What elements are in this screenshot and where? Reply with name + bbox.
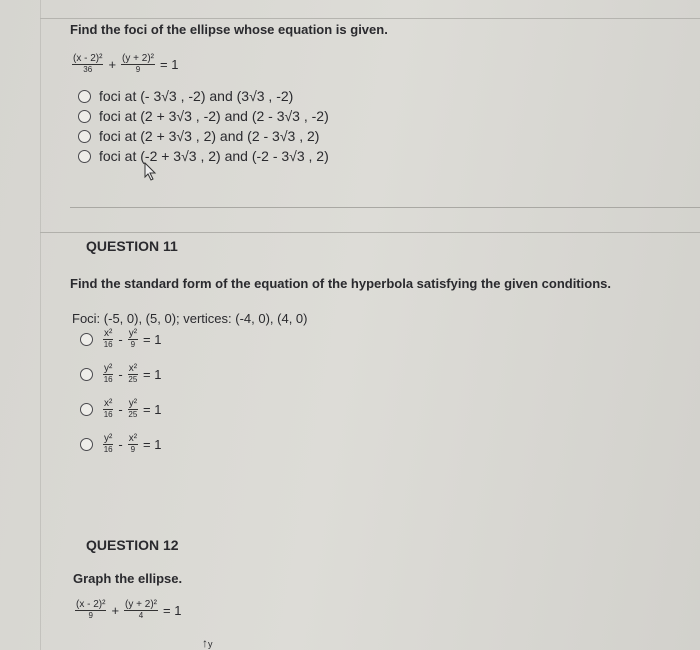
numerator: y²: [104, 363, 113, 374]
answer-option[interactable]: [80, 434, 161, 455]
denominator: 25: [128, 410, 138, 419]
numerator: x²: [128, 363, 138, 374]
radio-button[interactable]: [80, 368, 93, 381]
q12-header: QUESTION 12: [86, 537, 179, 553]
rhs: = 1: [143, 332, 162, 347]
numerator: y²: [104, 433, 113, 444]
option-label: foci at (-2 + 3√3 , 2) and (-2 - 3√3 , 2): [99, 148, 329, 164]
rhs: = 1: [143, 402, 162, 417]
q11-options: [80, 329, 161, 455]
graph-y-axis: [202, 636, 213, 650]
radio-button[interactable]: [80, 333, 93, 346]
numerator: x²: [128, 433, 138, 444]
answer-option[interactable]: [78, 128, 329, 144]
numerator: (x - 2)²: [76, 599, 106, 610]
numerator: x²: [104, 328, 113, 339]
denominator: 9: [130, 445, 136, 454]
q10-options: [78, 88, 329, 164]
q10-equation: [70, 54, 178, 75]
operator: -: [118, 367, 123, 382]
operator: -: [118, 332, 123, 347]
denominator: 25: [128, 375, 138, 384]
operator: +: [111, 603, 120, 618]
q11-stem: Find the standard form of the equation of the hyperbola satisfying the given conditions.: [70, 276, 611, 291]
denominator: 36: [83, 65, 93, 74]
q12-equation: [73, 600, 181, 621]
numerator: (y + 2)²: [122, 53, 154, 64]
radio-button[interactable]: [78, 130, 91, 143]
denominator: 16: [103, 445, 113, 454]
denominator: 16: [103, 340, 113, 349]
denominator: 9: [130, 340, 136, 349]
denominator: 9: [88, 611, 93, 620]
axis-label: y: [208, 639, 213, 649]
divider: [70, 207, 700, 208]
denominator: 16: [103, 410, 113, 419]
numerator: (y + 2)²: [125, 599, 157, 610]
arrow-up-icon: ↑: [202, 636, 208, 650]
q10-stem: Find the foci of the ellipse whose equation is given.: [70, 22, 388, 37]
answer-option[interactable]: [78, 108, 329, 124]
q11-header: QUESTION 11: [86, 238, 178, 254]
denominator: 4: [138, 611, 144, 620]
answer-option[interactable]: [80, 364, 161, 385]
operator: +: [108, 57, 117, 72]
option-label: foci at (- 3√3 , -2) and (3√3 , -2): [99, 88, 294, 104]
answer-option[interactable]: [78, 88, 329, 104]
divider: [40, 18, 700, 19]
numerator: y²: [128, 398, 138, 409]
denominator: 9: [135, 65, 141, 74]
option-label: foci at (2 + 3√3 , -2) and (2 - 3√3 , -2): [99, 108, 329, 124]
divider: [40, 232, 700, 233]
numerator: (x - 2)²: [73, 53, 103, 64]
radio-button[interactable]: [80, 438, 93, 451]
rhs: = 1: [143, 367, 162, 382]
q12-stem: Graph the ellipse.: [73, 571, 183, 586]
answer-option[interactable]: [80, 399, 161, 420]
radio-button[interactable]: [80, 403, 93, 416]
answer-option[interactable]: [78, 148, 329, 164]
rhs: = 1: [163, 603, 182, 618]
operator: -: [118, 402, 123, 417]
radio-button[interactable]: [78, 110, 91, 123]
radio-button[interactable]: [78, 150, 91, 163]
rhs: = 1: [160, 57, 179, 72]
option-label: foci at (2 + 3√3 , 2) and (2 - 3√3 , 2): [99, 128, 320, 144]
numerator: x²: [104, 398, 113, 409]
operator: -: [118, 437, 123, 452]
rhs: = 1: [143, 437, 162, 452]
radio-button[interactable]: [78, 90, 91, 103]
numerator: y²: [128, 328, 138, 339]
q11-conditions: Foci: (-5, 0), (5, 0); vertices: (-4, 0), (4, 0): [72, 311, 308, 326]
panel-border: [40, 0, 41, 650]
answer-option[interactable]: [80, 329, 161, 350]
denominator: 16: [103, 375, 113, 384]
mouse-cursor-icon: [144, 162, 158, 182]
